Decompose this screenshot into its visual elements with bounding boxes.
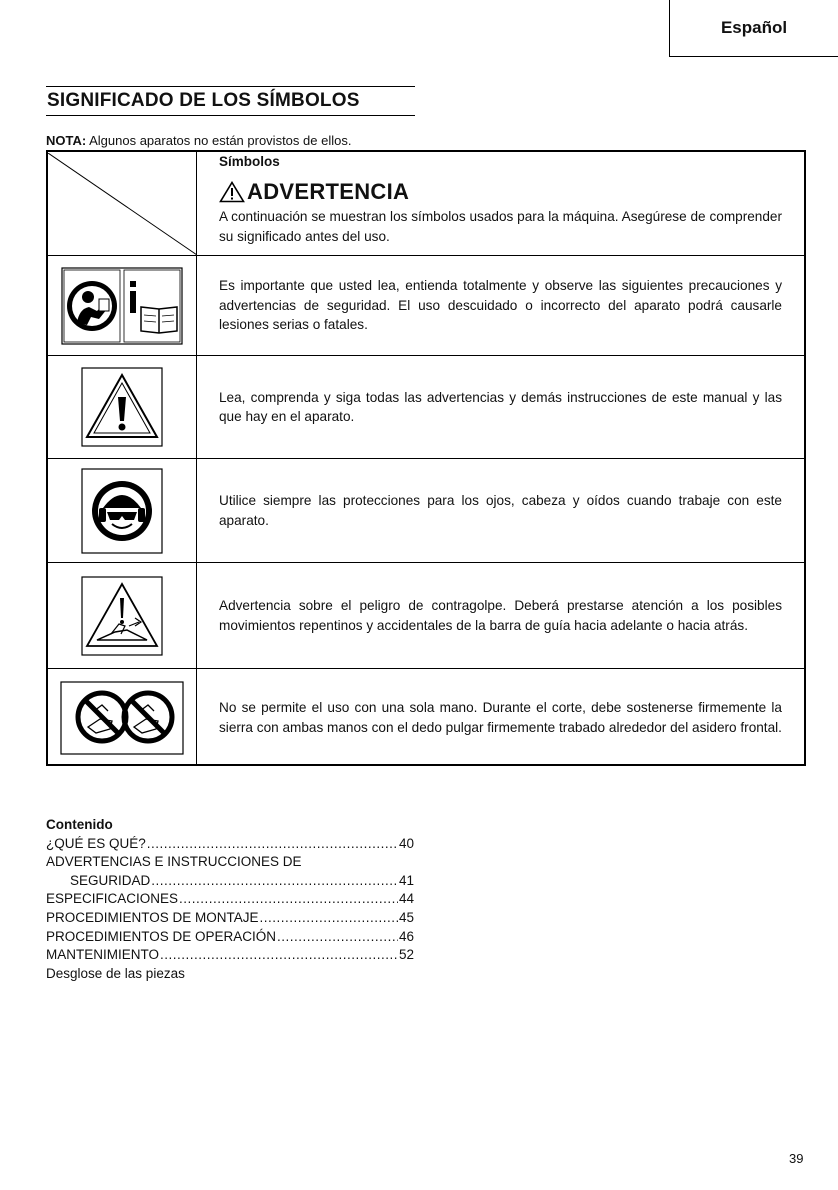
note: [46, 133, 351, 148]
section-title: SIGNIFICADO DE LOS SÍMBOLOS: [46, 86, 415, 116]
read-manual-icon: [61, 267, 183, 345]
toc-entry-label: PROCEDIMIENTOS DE OPERACIÓN: [46, 928, 277, 944]
symbol-row: [48, 356, 804, 459]
kickback-warning-icon: [81, 576, 163, 656]
eye-head-ear-protection-icon: [81, 468, 163, 554]
toc-entry-label: ESPECIFICACIONES: [46, 891, 179, 907]
toc-entry-label: PROCEDIMIENTOS DE MONTAJE: [46, 909, 259, 925]
warning-triangle-icon: [81, 367, 163, 447]
symbols-table: [46, 150, 806, 766]
toc-entry-label: SEGURIDAD: [70, 872, 151, 888]
header-blank-cell: [48, 152, 197, 255]
symbol-description: Es importante que usted lea, entienda totalmente y observe las siguientes precauciones y advertencias de seguridad. El uso descuidado o incorrecto del aparato podrá causarle lesiones serias o fatales.: [219, 278, 782, 333]
toc-entry[interactable]: [46, 835, 414, 854]
symbol-description: No se permite el uso con una sola mano. Durante el corte, debe sostenerse firmemente la sierra con ambas manos con el dedo pulgar firmemente trabado alrededor del asidero frontal.: [219, 700, 782, 735]
language-tab: Español: [669, 0, 838, 57]
table-of-contents: [46, 816, 414, 983]
note-label: NOTA:: [46, 133, 87, 148]
toc-entry-page: 40: [398, 835, 414, 851]
symbols-header-text: A continuación se muestran los símbolos usados para la máquina. Asegúrese de comprender su significado antes del uso.: [219, 209, 782, 244]
toc-entry[interactable]: [46, 909, 414, 928]
toc-entry[interactable]: [46, 890, 414, 909]
page-number: 39: [789, 1151, 804, 1166]
warning-title: [219, 179, 782, 205]
toc-entry-page: 52: [398, 947, 414, 963]
symbol-row: [48, 256, 804, 356]
toc-entry-page: 41: [398, 872, 414, 888]
symbol-row: [48, 563, 804, 669]
warning-word: ADVERTENCIA: [247, 179, 410, 204]
toc-entry-label: ¿QUÉ ES QUÉ?: [46, 835, 146, 851]
toc-entry[interactable]: [46, 872, 414, 891]
warning-triangle-small-icon: [219, 181, 245, 203]
symbol-row: [48, 669, 804, 766]
toc-title: Contenido: [46, 817, 113, 832]
toc-entry[interactable]: [46, 853, 414, 872]
no-one-hand-use-icon: [60, 681, 184, 755]
toc-entry-label: ADVERTENCIAS E INSTRUCCIONES DE: [46, 854, 302, 870]
toc-entry-page: 46: [398, 928, 414, 944]
symbol-description: Advertencia sobre el peligro de contragolpe. Deberá prestarse atención a los posibles movimientos repentinos y accidentales de la barra de guía hacia adelante o hacia atrás.: [219, 598, 782, 633]
symbol-description: Lea, comprenda y siga todas las advertencias y demás instrucciones de este manual y las que hay en el aparato.: [219, 389, 782, 424]
symbol-row: [48, 459, 804, 563]
toc-entry-label: Desglose de las piezas: [46, 965, 185, 981]
note-text: Algunos aparatos no están provistos de ellos.: [89, 133, 352, 148]
toc-entry-page: 44: [398, 891, 414, 907]
toc-entry[interactable]: [46, 946, 414, 965]
toc-entry[interactable]: [46, 928, 414, 947]
toc-entry[interactable]: [46, 965, 414, 984]
symbols-header-row: [48, 152, 804, 256]
diagonal-line-icon: [48, 153, 196, 255]
toc-entry-page: 45: [398, 909, 414, 925]
toc-entry-label: MANTENIMIENTO: [46, 947, 160, 963]
symbols-header-label: Símbolos: [219, 154, 280, 169]
symbol-description: Utilice siempre las protecciones para los ojos, cabeza y oídos cuando trabaje con este aparato.: [219, 493, 782, 528]
